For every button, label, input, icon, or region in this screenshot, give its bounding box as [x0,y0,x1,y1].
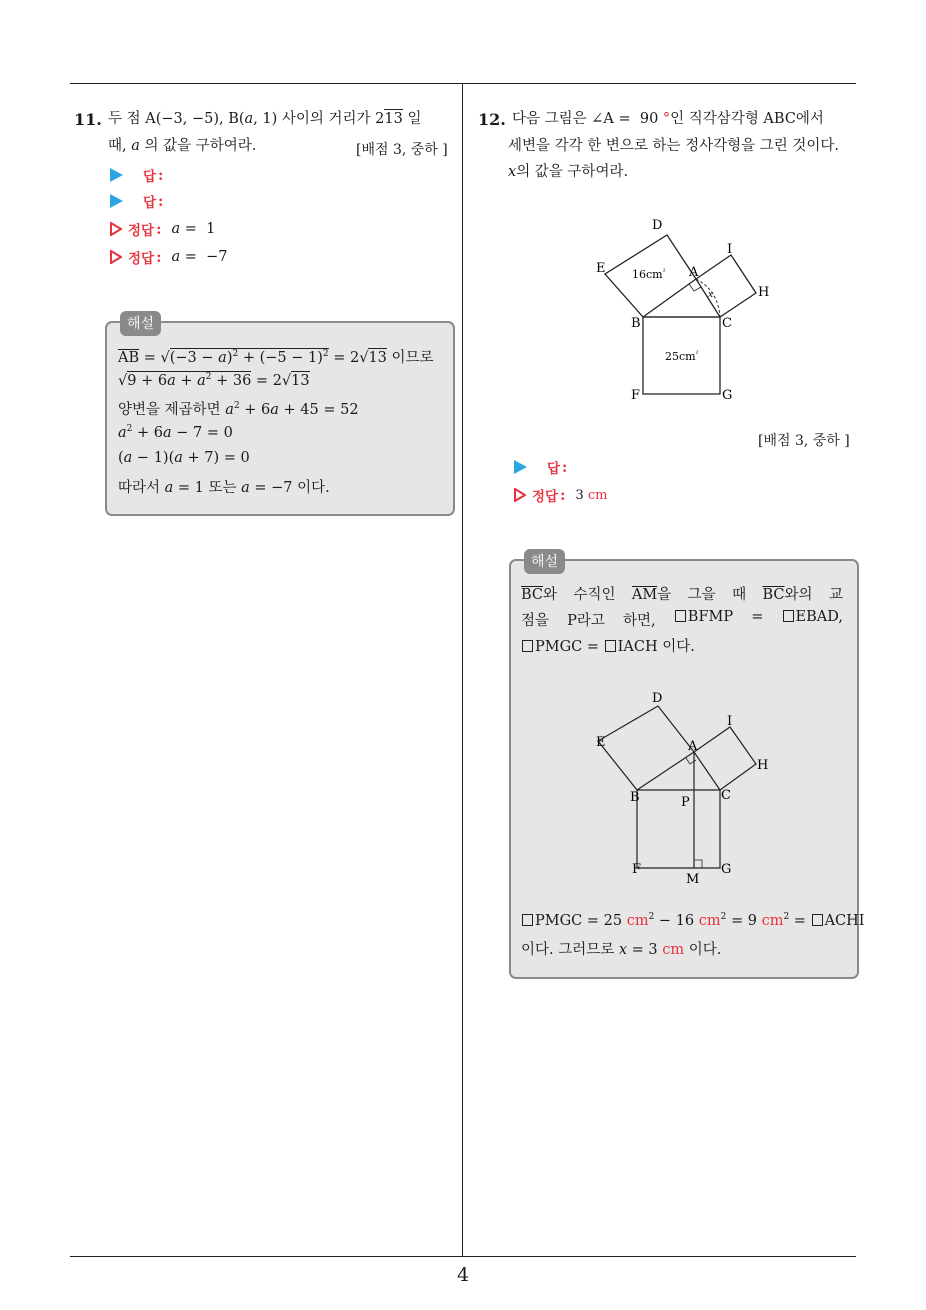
fig1-x: x [708,290,714,300]
q11-answer-row-1: 답 : [110,164,173,186]
fig2-label-I: I [727,714,733,729]
q12-answer-row: 답 : [514,456,577,478]
fig1-area1: $16cm^{^2}$ [632,268,666,281]
q11-line2: 때, a 의 값을 구하여라. [108,138,257,154]
fig2-label-C: C [721,788,731,803]
page-number: 4 [456,1264,470,1286]
q11-sol-line1: $\overline{AB} = √(-3 - a)^2 + (-5 - 1)^2 = 2√13$ 이므로 [118,349,434,366]
top-rule [70,83,856,84]
q11-correct2-value: a = −7 [171,249,228,265]
fig1-label-D: D [652,218,663,233]
fig1-area2: $25cm^{^2}$ [665,350,699,363]
q11-correct-row-1: 정답 : a = 1 [110,218,215,240]
fig2-label-G: G [721,862,732,877]
fig1-label-E: E [596,261,606,276]
fig1-label-G: G [722,388,733,403]
column-divider [462,84,463,1256]
q11-meta: [배점 3, 중하 ] [356,142,448,158]
answer-arrow-icon [110,168,123,182]
answer-arrow-icon [514,460,527,474]
fig2-label-A: A [688,739,698,754]
q11-answer-row-2: 답 : [110,190,173,212]
correct-arrow-icon [110,250,122,264]
q11-line1: 두 점 A(−3, −5), B(a, 1) 사이의 거리가 213 일 [108,111,422,127]
q12-line1: 다음 그림은 ∠A = 90 °인 직각삼각형 ABC에서 [512,111,824,127]
q11-ans1-label: 답 [143,169,157,185]
q12-ans-label: 답 [547,461,561,477]
q11-solution-tag: 해설 [120,311,161,336]
q12-sol-line5: 이다. 그러므로 x = 3 cm 이다. [521,942,722,958]
q12-correct-row: 정답 : 3 cm [514,484,607,506]
q11-sol-line5: (a − 1)(a + 7) = 0 [118,450,250,466]
bottom-rule [70,1256,856,1257]
fig1-label-H: H [758,285,770,300]
q11-sol-line4: $a^2 + 6a - 7 = 0$ [118,424,233,441]
q11-sol-line3: 양변을 제곱하면 $a^2 + 6a + 45 = 52$ [118,401,359,418]
q12-sol-line2: 점을 P라고 하면, BFMP = EBAD, [521,609,843,629]
q12-sol-line1: $\overline{BC}$와 수직인 $\overline{AM}$을 그을 때 $\overline{BC}$와의 교 [521,587,843,603]
q11-sol-line6: 따라서 a = 1 또는 a = −7 이다. [118,480,330,496]
fig2-label-D: D [652,691,663,706]
q12-number: 12. [478,110,506,129]
q12-solution-figure [590,686,780,886]
fig1-label-I: I [727,242,733,257]
q11-correct2-label: 정답 [128,251,155,267]
fig2-label-M: M [686,872,700,886]
fig2-label-H: H [757,758,769,773]
q11-correct1-value: a = 1 [171,221,216,237]
q11-correct-row-2: 정답 : a = −7 [110,246,227,268]
q12-sol-line3: PMGC = IACH 이다. [521,635,695,656]
correct-arrow-icon [514,488,526,502]
fig1-label-A: A [689,265,699,280]
q11-sol-line2: $√9 + 6a + a^2 + 36 = 2√13$ [118,372,310,389]
q11-number: 11. [74,110,102,129]
q12-figure [590,210,780,410]
q12-sol-line4: PMGC = 25 $cm^2 - 16$ $cm^2 = 9$ $cm^2$ = ACHI [521,912,865,929]
correct-arrow-icon [110,222,122,236]
q11-correct1-label: 정답 [128,223,155,239]
fig1-label-F: F [631,388,641,403]
q12-line3: x의 값을 구하여라. [508,164,629,180]
fig2-label-F: F [632,862,642,877]
q12-meta: [배점 3, 중하 ] [758,433,850,449]
q12-correct-label: 정답 [532,489,559,505]
fig1-label-C: C [722,316,732,331]
q12-solution-tag: 해설 [524,549,565,574]
q11-ans2-label: 답 [143,195,157,211]
answer-arrow-icon [110,194,123,208]
q12-line2: 세변을 각각 한 변으로 하는 정사각형을 그린 것이다. [508,138,840,154]
fig2-label-B: B [630,790,640,805]
fig2-label-E: E [596,735,606,750]
q12-correct-value: 3 cm [575,487,608,503]
fig2-label-P: P [681,795,690,810]
fig1-label-B: B [631,316,641,331]
